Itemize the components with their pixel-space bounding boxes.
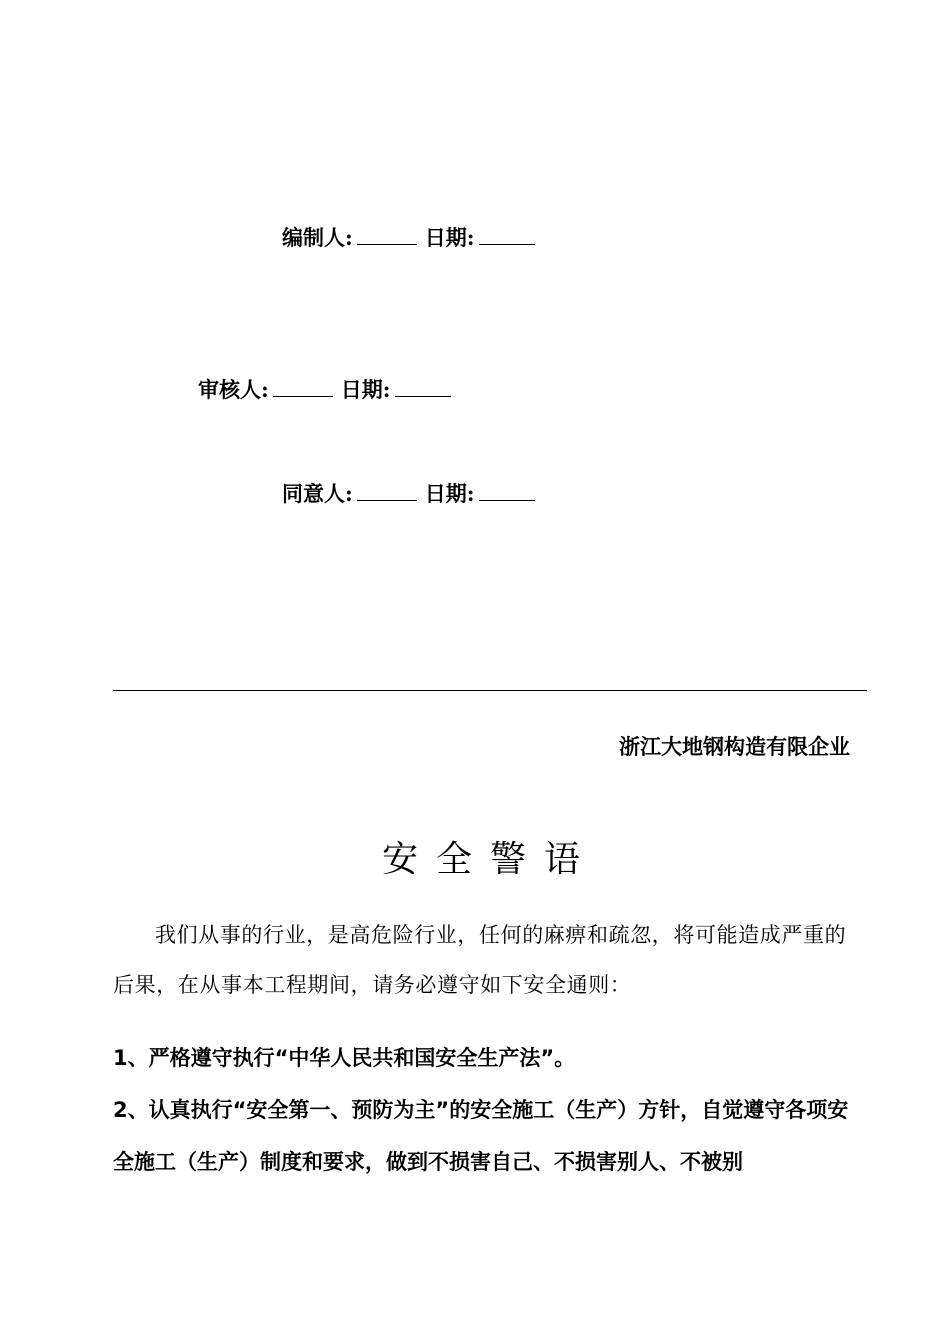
reviewer-date-label: 日期: xyxy=(340,377,391,402)
approver-signature-row xyxy=(282,480,543,508)
intro-paragraph: 我们从事的行业，是高危险行业，任何的麻痹和疏忽，将可能造成严重的后果，在从事本工程期间，请务必遵守如下安全通则： xyxy=(113,923,847,997)
approver-blank xyxy=(357,480,417,501)
editor-date-blank xyxy=(479,224,535,245)
editor-signature-row xyxy=(282,224,543,252)
reviewer-blank xyxy=(273,376,333,397)
editor-date-label: 日期: xyxy=(424,225,475,250)
approver-date-blank xyxy=(479,480,535,501)
reviewer-date-blank xyxy=(395,376,451,397)
reviewer-label: 审核人: xyxy=(198,377,269,402)
reviewer-signature-row xyxy=(198,376,459,404)
editor-blank xyxy=(357,224,417,245)
page-title: 安全警语 xyxy=(381,839,598,880)
company-name: 浙江大地钢构造有限企业 xyxy=(619,735,850,759)
editor-label: 编制人: xyxy=(282,225,353,250)
rule-item-2: 2、认真执行“安全第一、预防为主”的安全施工（生产）方针，自觉遵守各项安全施工（生产）制度和要求，做到不损害自己、不损害别人、不被别 xyxy=(113,1098,849,1174)
rule-item-1: 1、严格遵守执行“中华人民共和国安全生产法”。 xyxy=(113,1046,576,1070)
section-divider xyxy=(113,690,867,691)
approver-label: 同意人: xyxy=(282,481,353,506)
approver-date-label: 日期: xyxy=(424,481,475,506)
